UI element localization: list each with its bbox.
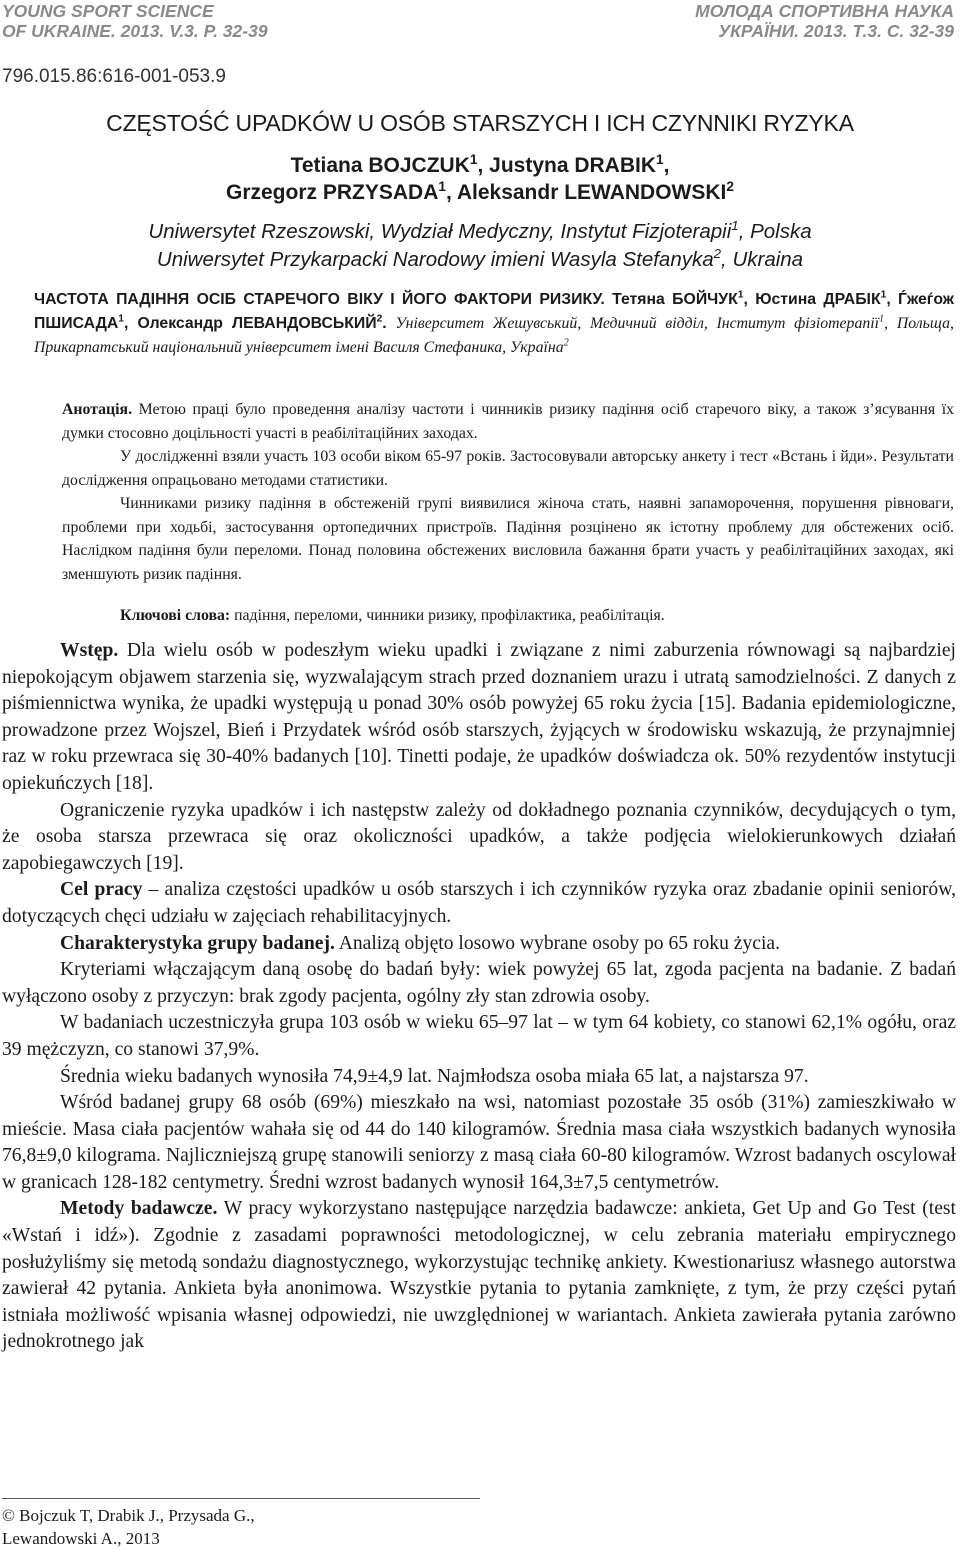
body-paragraph: Cel pracy – analiza częstości upadków u osób starszych i ich czynników ryzyka oraz zbadanie opinii seniorów, dotyczących chęci udziału w zajęciach rehabilitacyjnych. [2,879,957,927]
affiliation-1: Uniwersytet Rzeszowski, Wydział Medyczny, Instytut Fizjoterapii$^1$, Polska [148,218,812,243]
journal-name-en: YOUNG SPORT SCIENCE [2,1,214,21]
journal-name-ua: МОЛОДА СПОРТИВНА НАУКА [695,1,954,21]
abstract-paragraph: Чинниками ризику падіння в обстеженій групі виявилися жіноча стать, наявні запаморочення, порушення рівноваги, проблеми при ходьбі, застосування ортопедичних пристроїв. Падіння розцінено як істотну проблему для обстежених осіб. Наслідком падіння були переломи. Понад половина обстежених висловила бажання брати участь у реабілітаційних заходах, які зменшують ризик падіння. [62,495,954,583]
running-header [0,0,960,44]
paper-title: CZĘSTOŚĆ UPADKÓW U OSÓB STARSZYCH I ICH CZYNNIKI RYZYKA [106,110,854,136]
affiliations [0,218,960,274]
author-list [0,152,960,206]
udc-code: 796.015.86:616-001-053.9 [2,66,226,87]
body-paragraph: Wśród badanej grupy 68 osób (69%) mieszkało na wsi, natomiast pozostałe 35 osób (31%) zamieszkiwało w mieście. Masa ciała pacjentów wahała się od 44 do 140 kilogramów. Średnia masa ciała wszystkich badanych wynosiła 76,8±9,0 kilograma. Najliczniejszą grupę stanowili seniorzy z masą ciała 60-80 kilogramów. Wzrost badanych oscylował w granicach 128-182 centymetry. Średni wzrost badanych wynosił 164,3±7,5 centymetrów. [2,1092,956,1193]
abstract [62,398,954,628]
body-paragraph: Średnia wieku badanych wynosiła 74,9±4,9 lat. Najmłodsza osoba miała 65 lat, a najstarsza 97. [60,1065,809,1087]
copyright-footnote: © Bojczuk T, Drabik J., Przysada G., Lewandowski A., 2013 [2,1506,255,1548]
author-line-2: Grzegorz PRZYSADA$^1$, Aleksandr LEWANDOWSKI$^2$ [226,179,734,204]
body-paragraph: Ograniczenie ryzyka upadków i ich następstw zależy od dokładnego poznania czynników, decydujących o tym, że osoba starsza przewraca się oraz okoliczności upadków, a także podjęcia wielokierunkowych działań zapobiegawczych [19]. [2,799,956,874]
abstract-paragraph: У дослідженні взяли участь 103 особи віком 65-97 років. Застосовували авторську анкету і тест «Встань і йди». Результати дослідження опрацьовано методами статистики. [62,448,954,489]
journal-issue-ua: УКРАЇНИ. 2013. Т.3. С. 32-39 [718,21,954,41]
ukrainian-title-block: ЧАСТОТА ПАДІННЯ ОСІБ СТАРЕЧОГО ВІКУ І ЙОГО ФАКТОРИ РИЗИКУ. Тетяна БОЙЧУК$^1$, Юстина ДРАБІК$^1$, Ѓжеѓож ПШИСАДА$^1$, Олександр ЛЕВАНДОВСЬКИЙ$^2$. Університет Жешувський, Медичний відділ, Інститут фізіотерапії$^1$, Польща, Прикарпатський національний університет імені Василя Стефаника, Україна$^2$ [34,289,954,356]
footnote-divider [2,1498,480,1499]
header-left [2,1,268,41]
body-paragraph: Metody badawcze. W pracy wykorzystano następujące narzędzia badawcze: ankieta, Get Up and Go Test (test «Wstań i idź»). Zgodnie z zasadami poprawności metodologicznej, w celu zebrania materiału empirycznego posłużyliśmy się metodą sondażu diagnostycznego, wykorzystując technikę ankiety. Kwestionariusz własnego autorstwa zawierał 42 pytania. Ankieta była anonimowa. Wszystkie pytania to pytania zamknięte, z tym, że przy części pytań istniała możliwość wpisania własnej odpowiedzi, nie uwzględnionej w wariantach. Ankieta zawierała pytania zarówno jednokrotnego jak [2,1198,956,1353]
keywords: Ключові слова: падіння, переломи, чинники ризику, профілактика, реабілітація. [120,607,665,624]
abstract-paragraph: Анотація. Метою праці було проведення аналізу частоти і чинників ризику падіння осіб старечого віку, а також з’ясування їх думки стосовно доцільності участі в реабілітаційних заходах. [62,401,954,442]
header-right [695,1,954,41]
body-paragraph: Kryteriami włączającym daną osobę do badań były: wiek powyżej 65 lat, zgoda pacjenta na badanie. Z badań wyłączono osoby z przyczyn: brak zgody pacjenta, ogólny zły stan zdrowia osoby. [2,959,956,1007]
affiliation-2: Uniwersytet Przykarpacki Narodowy imieni Wasyla Stefanyka$^2$, Ukraina [156,246,804,271]
body-paragraph: Wstęp. Dla wielu osób w podeszłym wieku upadki i związane z nimi zaburzenia równowagi są najbardziej niepokojącym objawem starzenia się, wyzwalającym strach przed doznaniem urazu i utratą samodzielności. Z danych z piśmiennictwa wynika, że upadki występują u ponad 30% osób powyżej 65 roku życia [15]. Badania epidemiologiczne, prowadzone przez Wojszel, Bień i Przydatek wśród osób starszych, żyjących w środowisku wskazują, że przynajmniej raz w roku przewraca się 30-40% badanych [10]. Tinetti podaje, że upadków doświadcza ok. 50% rezydentów instytucji opiekuńczych [18]. [2,640,956,794]
main-text [2,638,956,1356]
author-line-1: Tetiana BOJCZUK$^1$, Justyna DRABIK$^1$, [290,152,670,177]
body-paragraph: Charakterystyka grupy badanej. Analizą objęto losowo wybrane osoby po 65 roku życia. [60,932,781,954]
body-paragraph: W badaniach uczestniczyła grupa 103 osób w wieku 65–97 lat – w tym 64 kobiety, co stanowi 62,1% ogółu, oraz 39 mężczyzn, co stanowi 37,9%. [2,1012,956,1060]
journal-issue-en: OF UKRAINE. 2013. V.3. P. 32-39 [2,21,268,41]
